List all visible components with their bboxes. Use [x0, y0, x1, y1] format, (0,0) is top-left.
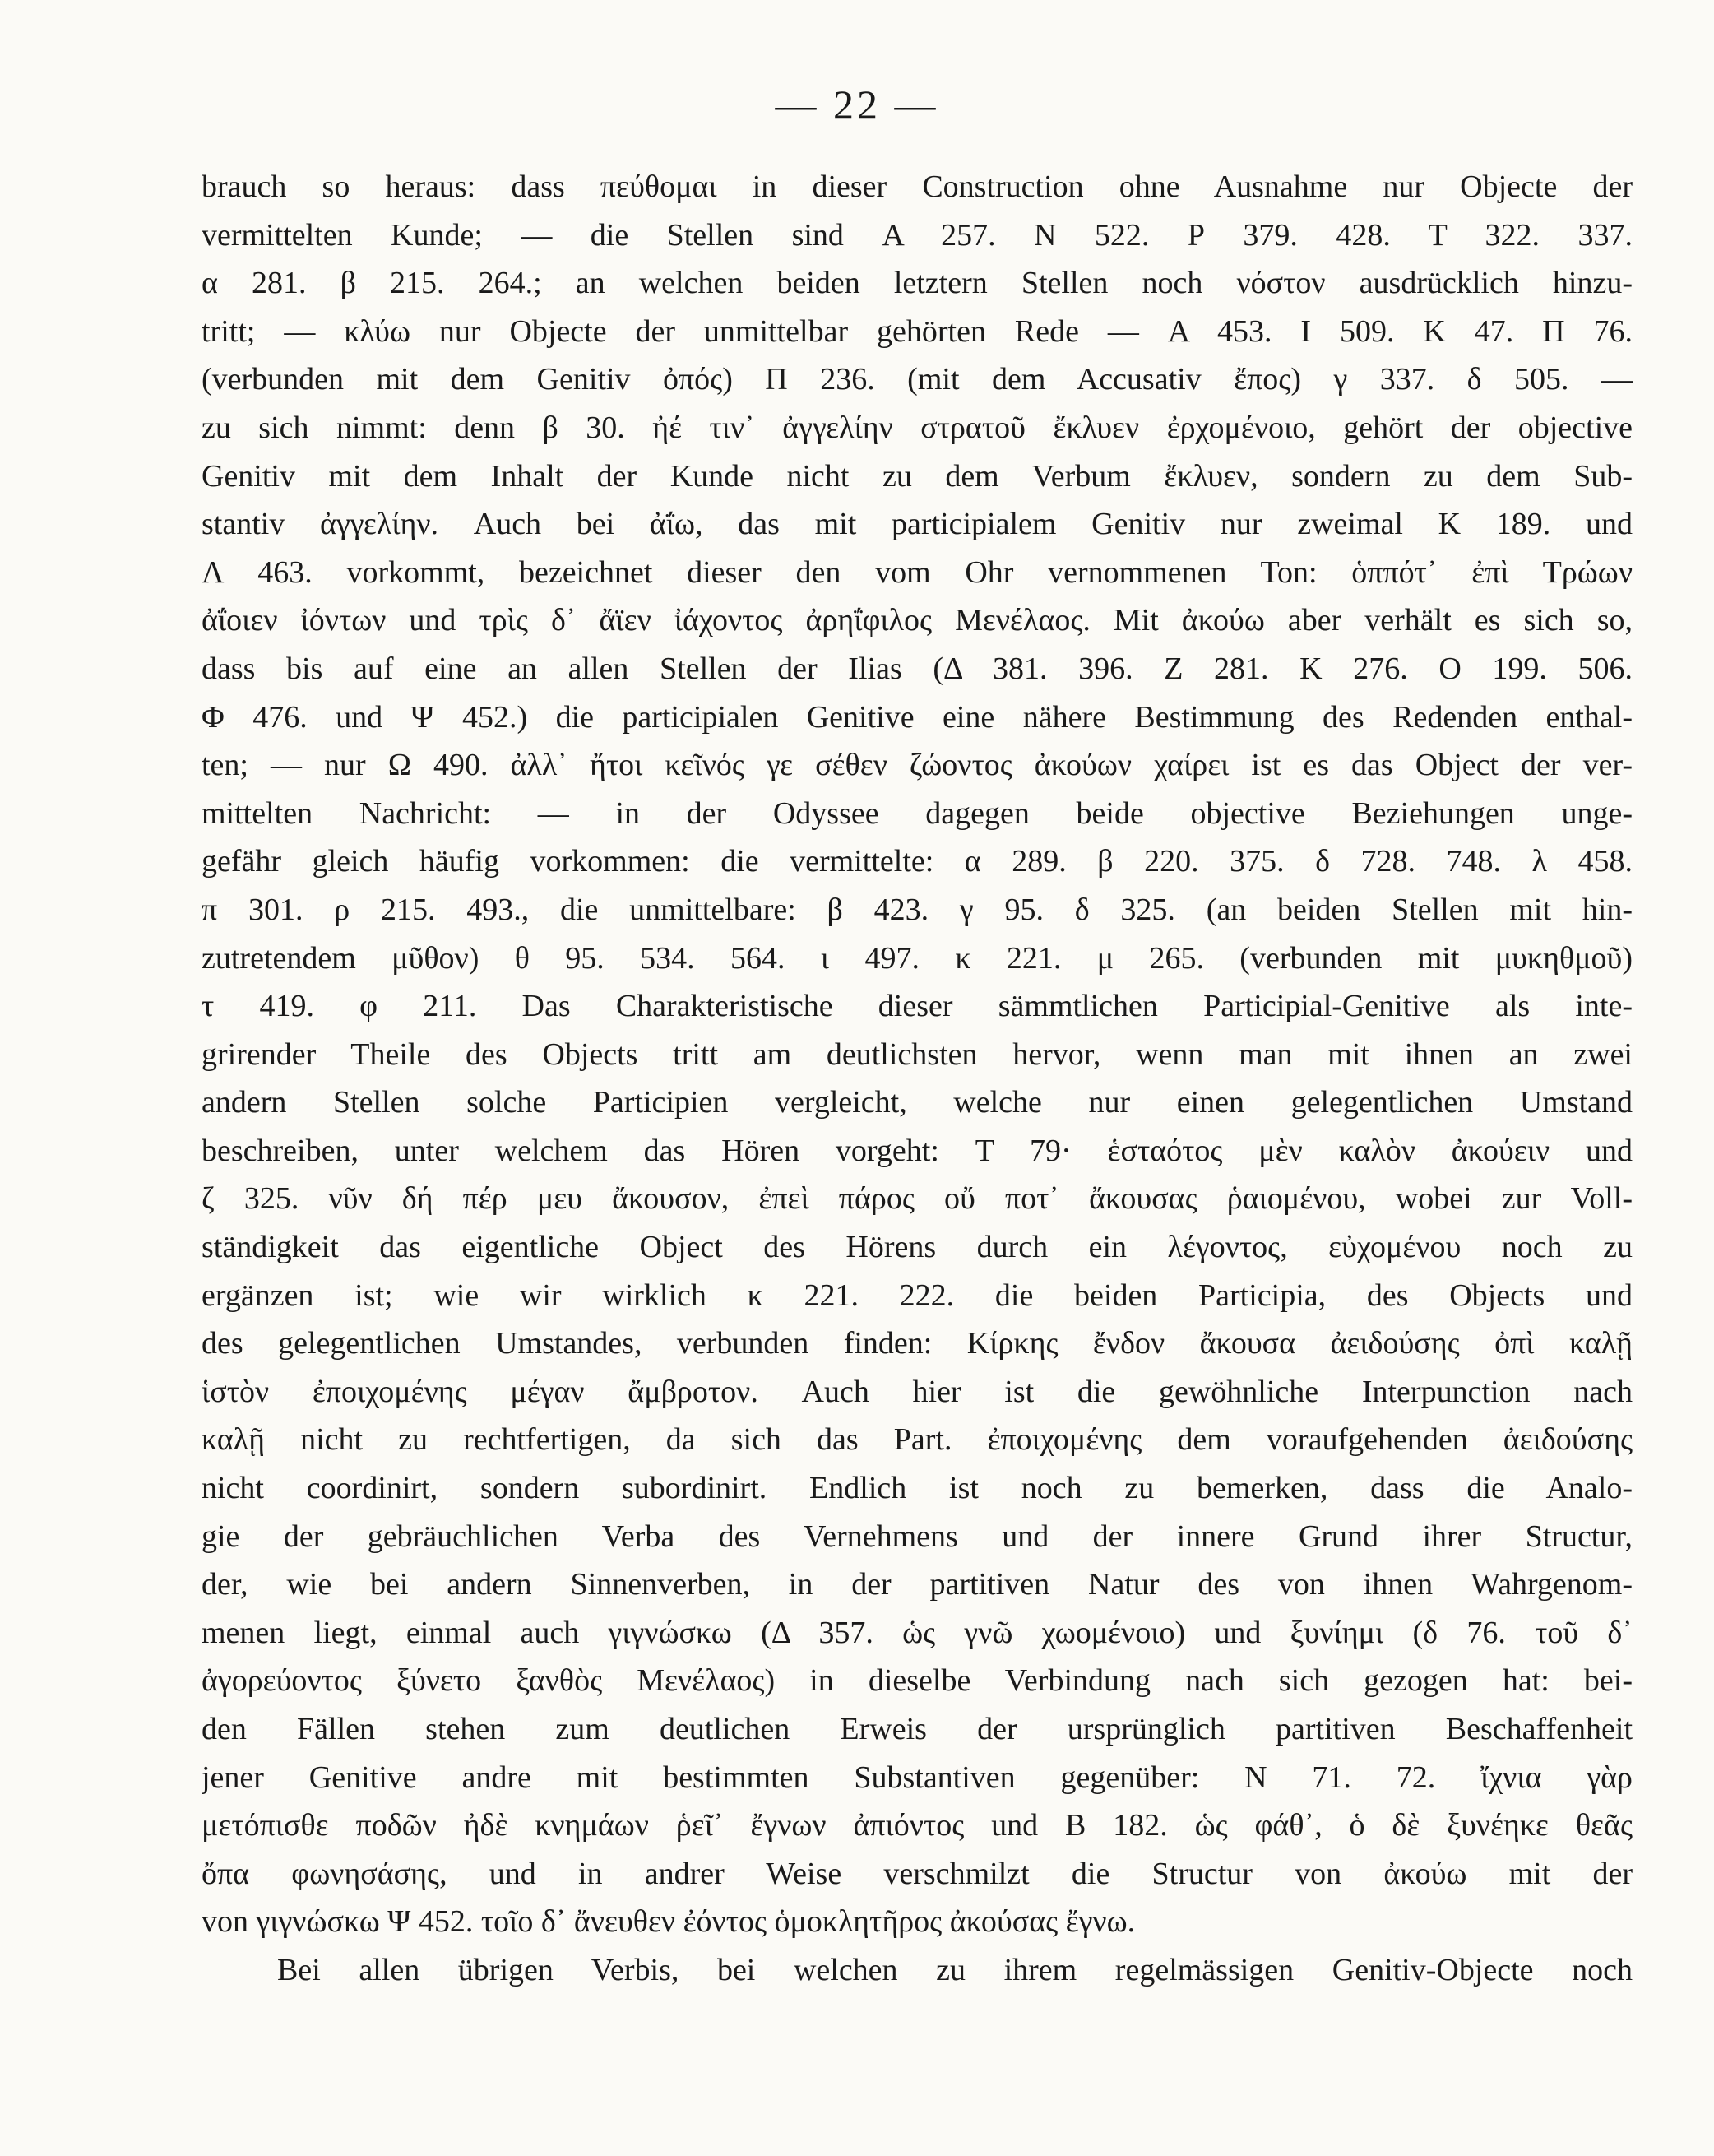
text-line: der, wie bei andern Sinnenverben, in der partitiven Natur des von ihnen Wahrgenom- — [202, 1567, 1633, 1602]
text-line: Λ 463. vorkommt, bezeichnet dieser den vom Ohr vernommenen Ton: ὁππότ᾽ ἐπὶ Τρώων — [202, 554, 1633, 590]
text-line: ten; — nur Ω 490. ἀλλ᾽ ἤτοι κεῖνός γε σέθεν ζώοντος ἀκούων χαίρει ist es das Object der ver- — [202, 748, 1633, 783]
text-line: καλῇ nicht zu rechtfertigen, da sich das Part. ἐποιχομένης dem voraufgehenden ἀειδούσης — [202, 1422, 1633, 1458]
text-line: des gelegentlichen Umstandes, verbunden finden: Κίρκης ἔνδον ἄκουσα ἀειδούσης ὀπὶ καλῇ — [202, 1326, 1633, 1361]
text-line: π 301. ρ 215. 493., die unmittelbare: β 423. γ 95. δ 325. (an beiden Stellen mit hin- — [202, 892, 1633, 927]
text-line: ἀΐοιεν ἰόντων und τρὶς δ᾽ ἄϊεν ἰάχοντος ἀρηΐφιλος Μενέλαος. Mit ἀκούω aber verhält es sich so, — [202, 603, 1633, 638]
text-line: menen liegt, einmal auch γιγνώσκω (Δ 357. ὡς γνῶ χωομένοιο) und ξυνίημι (δ 76. τοῦ δ᾽ — [202, 1615, 1633, 1650]
text-line: (verbunden mit dem Genitiv ὀπός) Π 236. (mit dem Accusativ ἔπος) γ 337. δ 505. — — [202, 362, 1633, 397]
text-line: zu sich nimmt: denn β 30. ἠέ τιν᾽ ἀγγελίην στρατοῦ ἔκλυεν ἐρχομένοιο, gehört der objective — [202, 410, 1633, 445]
paragraph — [202, 163, 1633, 1946]
text-line: α 281. β 215. 264.; an welchen beiden letztern Stellen noch νόστον ausdrücklich hinzu- — [202, 266, 1633, 301]
text-line: ergänzen ist; wie wir wirklich κ 221. 222. die beiden Participia, des Objects und — [202, 1277, 1633, 1313]
text-line: Genitiv mit dem Inhalt der Kunde nicht zu dem Verbum ἔκλυεν, sondern zu dem Sub- — [202, 458, 1633, 494]
text-line: zutretendem μῦθον) θ 95. 534. 564. ι 497. κ 221. μ 265. (verbunden mit μυκηθμοῦ) — [202, 940, 1633, 976]
text-line: Bei allen übrigen Verbis, bei welchen zu ihrem regelmässigen Genitiv-Objecte noch — [277, 1952, 1633, 1987]
text-line: stantiv ἀγγελίην. Auch bei ἀΐω, das mit participialem Genitiv nur zweimal Κ 189. und — [202, 507, 1633, 542]
text-line: jener Genitive andre mit bestimmten Substantiven gegenüber: Ν 71. 72. ἴχνια γὰρ — [202, 1760, 1633, 1795]
text-line: ἀγορεύοντος ξύνετο ξανθὸς Μενέλαος) in dieselbe Verbindung nach sich gezogen hat: bei- — [202, 1663, 1633, 1699]
text-line: dass bis auf eine an allen Stellen der Ilias (Δ 381. 396. Ζ 281. Κ 276. Ο 199. 506. — [202, 651, 1633, 686]
text-line: von γιγνώσκω Ψ 452. τοῖο δ᾽ ἄνευθεν ἐόντος ὁμοκλητῆρος ἀκούσας ἔγνω. — [202, 1904, 1136, 1940]
page-text — [202, 163, 1633, 1995]
text-line: vermittelten Kunde; — die Stellen sind Α 257. Ν 522. Ρ 379. 428. Τ 322. 337. — [202, 217, 1633, 253]
text-line: ἱστὸν ἐποιχομένης μέγαν ἄμβροτον. Auch hier ist die gewöhnliche Interpunction nach — [202, 1374, 1633, 1409]
text-line: beschreiben, unter welchem das Hören vorgeht: Τ 79· ἑσταότος μὲν καλὸν ἀκούειν und — [202, 1133, 1633, 1168]
page-number: — 22 — — [775, 81, 939, 128]
text-line: gie der gebräuchlichen Verba des Vernehmens und der innere Grund ihrer Structur, — [202, 1518, 1633, 1554]
text-line: Φ 476. und Ψ 452.) die participialen Genitive eine nähere Bestimmung des Redenden enthal- — [202, 699, 1633, 735]
text-line: μετόπισθε ποδῶν ἠδὲ κνημάων ῥεῖ᾽ ἔγνων ἀπιόντος und Β 182. ὡς φάθ᾽, ὁ δὲ ξυνέηκε θεᾶς — [202, 1808, 1633, 1843]
text-line: ὄπα φωνησάσης, und in andrer Weise verschmilzt die Structur von ἀκούω mit der — [202, 1856, 1633, 1891]
text-line: mittelten Nachricht: — in der Odyssee dagegen beide objective Beziehungen unge- — [202, 795, 1633, 831]
text-line: ζ 325. νῦν δή πέρ μευ ἄκουσον, ἐπεὶ πάρος οὔ ποτ᾽ ἄκουσας ῥαιομένου, wobei zur Voll- — [202, 1181, 1633, 1217]
text-line: brauch so heraus: dass πεύθομαι in dieser Construction ohne Ausnahme nur Objecte der — [202, 169, 1633, 204]
text-line: tritt; — κλύω nur Objecte der unmittelbar gehörten Rede — Α 453. Ι 509. Κ 47. Π 76. — [202, 313, 1633, 349]
text-line: den Fällen stehen zum deutlichen Erweis der ursprünglich partitiven Beschaffenheit — [202, 1712, 1633, 1746]
text-line: nicht coordinirt, sondern subordinirt. Endlich ist noch zu bemerken, dass die Analo- — [202, 1471, 1633, 1506]
text-line: andern Stellen solche Participien vergleicht, welche nur einen gelegentlichen Umstand — [202, 1085, 1633, 1120]
text-line: gefähr gleich häufig vorkommen: die vermittelte: α 289. β 220. 375. δ 728. 748. λ 458. — [202, 844, 1633, 879]
paragraph — [202, 1946, 1633, 1995]
text-line: τ 419. φ 211. Das Charakteristische dieser sämmtlichen Participial-Genitive als inte- — [202, 989, 1633, 1024]
text-line: grirender Theile des Objects tritt am deutlichsten hervor, wenn man mit ihnen an zwei — [202, 1036, 1633, 1072]
text-line: ständigkeit das eigentliche Object des Hörens durch ein λέγοντος, εὐχομένου noch zu — [202, 1230, 1633, 1265]
